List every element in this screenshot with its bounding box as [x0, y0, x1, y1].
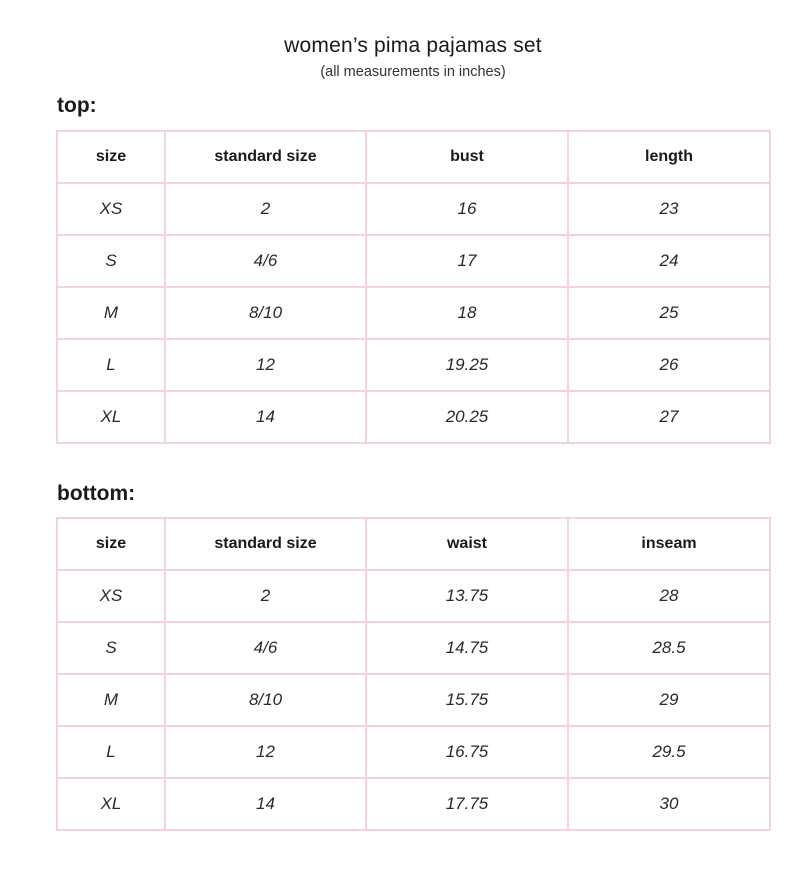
- size-cell: L: [57, 339, 165, 391]
- table-row: [57, 183, 770, 235]
- standard-size-cell: 4/6: [165, 235, 366, 287]
- size-cell: M: [57, 674, 165, 726]
- length-cell: 24: [568, 235, 770, 287]
- top-size-table: [56, 130, 771, 444]
- waist-cell: 14.75: [366, 622, 568, 674]
- length-cell: 23: [568, 183, 770, 235]
- table-header-row: [57, 131, 770, 183]
- column-header-size: size: [57, 131, 165, 183]
- waist-cell: 13.75: [366, 570, 568, 622]
- waist-cell: 16.75: [366, 726, 568, 778]
- length-cell: 26: [568, 339, 770, 391]
- size-cell: XS: [57, 183, 165, 235]
- bust-cell: 16: [366, 183, 568, 235]
- table-row: [57, 287, 770, 339]
- size-cell: XL: [57, 778, 165, 830]
- bottom-section-heading: bottom:: [57, 482, 136, 505]
- size-cell: L: [57, 726, 165, 778]
- size-cell: M: [57, 287, 165, 339]
- length-cell: 25: [568, 287, 770, 339]
- bust-cell: 17: [366, 235, 568, 287]
- table-row: [57, 235, 770, 287]
- waist-cell: 17.75: [366, 778, 568, 830]
- table-row: [57, 726, 770, 778]
- table-row: [57, 622, 770, 674]
- column-header-standard-size: standard size: [165, 518, 366, 570]
- column-header-size: size: [57, 518, 165, 570]
- column-header-waist: waist: [366, 518, 568, 570]
- standard-size-cell: 14: [165, 778, 366, 830]
- size-cell: XS: [57, 570, 165, 622]
- bust-cell: 19.25: [366, 339, 568, 391]
- standard-size-cell: 4/6: [165, 622, 366, 674]
- length-cell: 27: [568, 391, 770, 443]
- standard-size-cell: 2: [165, 570, 366, 622]
- waist-cell: 15.75: [366, 674, 568, 726]
- size-cell: S: [57, 622, 165, 674]
- column-header-inseam: inseam: [568, 518, 770, 570]
- inseam-cell: 29.5: [568, 726, 770, 778]
- table-row: [57, 674, 770, 726]
- standard-size-cell: 12: [165, 339, 366, 391]
- inseam-cell: 30: [568, 778, 770, 830]
- size-cell: XL: [57, 391, 165, 443]
- standard-size-cell: 12: [165, 726, 366, 778]
- page-title: women’s pima pajamas set: [284, 34, 542, 57]
- inseam-cell: 28.5: [568, 622, 770, 674]
- standard-size-cell: 2: [165, 183, 366, 235]
- table-row: [57, 570, 770, 622]
- standard-size-cell: 14: [165, 391, 366, 443]
- inseam-cell: 28: [568, 570, 770, 622]
- page-subtitle: (all measurements in inches): [320, 64, 506, 80]
- bottom-size-table: [56, 517, 771, 831]
- column-header-bust: bust: [366, 131, 568, 183]
- column-header-standard-size: standard size: [165, 131, 366, 183]
- top-section-heading: top:: [57, 94, 97, 117]
- size-cell: S: [57, 235, 165, 287]
- table-row: [57, 391, 770, 443]
- bust-cell: 18: [366, 287, 568, 339]
- standard-size-cell: 8/10: [165, 674, 366, 726]
- column-header-length: length: [568, 131, 770, 183]
- table-row: [57, 778, 770, 830]
- inseam-cell: 29: [568, 674, 770, 726]
- standard-size-cell: 8/10: [165, 287, 366, 339]
- table-header-row: [57, 518, 770, 570]
- table-row: [57, 339, 770, 391]
- bust-cell: 20.25: [366, 391, 568, 443]
